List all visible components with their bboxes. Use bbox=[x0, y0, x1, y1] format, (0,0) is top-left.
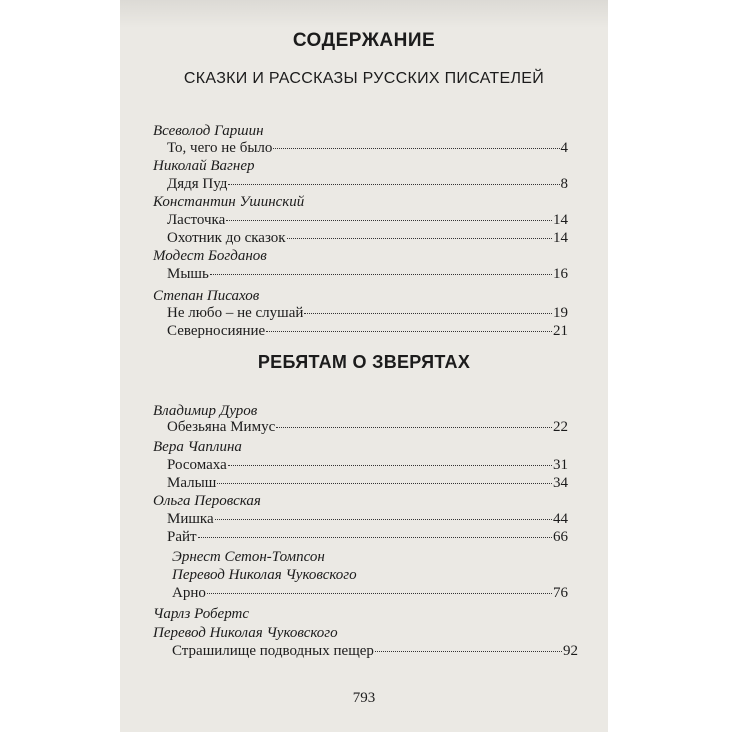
toc-entry-title: Арно bbox=[172, 585, 206, 601]
toc-entry-title: Росомаха bbox=[167, 457, 227, 473]
toc-entry-page: 44 bbox=[553, 511, 568, 527]
leader-dots bbox=[198, 537, 552, 538]
leader-dots bbox=[228, 465, 552, 466]
toc-entry-page: 22 bbox=[553, 419, 568, 435]
toc-entry-page: 34 bbox=[553, 475, 568, 491]
toc-entry[interactable] bbox=[167, 456, 568, 474]
page-number: 793 bbox=[352, 690, 376, 706]
page-title: СОДЕРЖАНИЕ bbox=[292, 30, 436, 51]
toc-author: Степан Писахов bbox=[153, 288, 260, 304]
toc-entry[interactable] bbox=[167, 474, 568, 492]
toc-translator: Перевод Николая Чуковского bbox=[153, 625, 338, 641]
leader-dots bbox=[375, 651, 562, 652]
section-heading-animals: РЕБЯТАМ О ЗВЕРЯТАХ bbox=[257, 352, 471, 372]
leader-dots bbox=[287, 238, 552, 239]
toc-entry-title: То, чего не было bbox=[167, 140, 273, 156]
leader-dots bbox=[217, 483, 552, 484]
toc-entry-title: Мышь bbox=[167, 266, 209, 282]
toc-entry-page: 19 bbox=[553, 305, 568, 321]
toc-entry[interactable] bbox=[167, 304, 568, 322]
section-heading-russian-writers: СКАЗКИ И РАССКАЗЫ РУССКИХ ПИСАТЕЛЕЙ bbox=[183, 70, 545, 87]
leader-dots bbox=[266, 331, 552, 332]
toc-entry-title: Райт bbox=[167, 529, 197, 545]
page-shadow bbox=[120, 0, 608, 28]
toc-author: Чарлз Робертс bbox=[153, 606, 250, 622]
toc-entry[interactable] bbox=[167, 528, 568, 546]
toc-entry-page: 16 bbox=[553, 266, 568, 282]
toc-entry-title: Мишка bbox=[167, 511, 214, 527]
leader-dots bbox=[226, 220, 552, 221]
toc-entry[interactable] bbox=[167, 510, 568, 528]
toc-author: Ольга Перовская bbox=[153, 493, 261, 509]
toc-entry-title: Охотник до сказок bbox=[167, 230, 286, 246]
toc-author: Модест Богданов bbox=[153, 248, 267, 264]
toc-entry-title: Дядя Пуд bbox=[167, 176, 228, 192]
toc-entry-title: Обезьяна Мимус bbox=[167, 419, 276, 435]
toc-entry-title: Северносияние bbox=[167, 323, 266, 339]
toc-entry[interactable] bbox=[167, 139, 568, 157]
toc-entry-page: 4 bbox=[560, 140, 568, 156]
toc-entry[interactable] bbox=[172, 584, 568, 602]
toc-author: Константин Ушинский bbox=[153, 194, 305, 210]
leader-dots bbox=[207, 593, 552, 594]
toc-author: Всеволод Гаршин bbox=[153, 123, 264, 139]
toc-entry-title: Ласточка bbox=[167, 212, 226, 228]
toc-author: Вера Чаплина bbox=[153, 439, 242, 455]
toc-entry[interactable] bbox=[167, 418, 568, 436]
toc-entry[interactable] bbox=[167, 265, 568, 283]
leader-dots bbox=[228, 184, 559, 185]
toc-entry[interactable] bbox=[167, 322, 568, 340]
toc-entry-title: Страшилище подводных пещер bbox=[172, 643, 374, 659]
toc-entry[interactable] bbox=[172, 642, 578, 660]
toc-entry-page: 66 bbox=[553, 529, 568, 545]
toc-entry-page: 14 bbox=[553, 230, 568, 246]
leader-dots bbox=[215, 519, 552, 520]
toc-entry-page: 21 bbox=[553, 323, 568, 339]
toc-entry-page: 76 bbox=[553, 585, 568, 601]
toc-author: Николай Вагнер bbox=[153, 158, 255, 174]
leader-dots bbox=[210, 274, 552, 275]
toc-entry[interactable] bbox=[167, 175, 568, 193]
toc-entry-page: 8 bbox=[560, 176, 568, 192]
leader-dots bbox=[276, 427, 552, 428]
toc-entry-page: 31 bbox=[553, 457, 568, 473]
toc-entry-page: 14 bbox=[553, 212, 568, 228]
toc-entry-page: 92 bbox=[563, 643, 578, 659]
leader-dots bbox=[304, 313, 552, 314]
toc-author: Владимир Дуров bbox=[153, 403, 258, 419]
toc-entry[interactable] bbox=[167, 229, 568, 247]
toc-entry-title: Малыш bbox=[167, 475, 217, 491]
toc-entry[interactable] bbox=[167, 211, 568, 229]
leader-dots bbox=[273, 148, 559, 149]
toc-translator: Перевод Николая Чуковского bbox=[172, 567, 357, 583]
toc-author: Эрнест Сетон-Томпсон bbox=[172, 549, 325, 565]
toc-entry-title: Не любо – не слушай bbox=[167, 305, 304, 321]
